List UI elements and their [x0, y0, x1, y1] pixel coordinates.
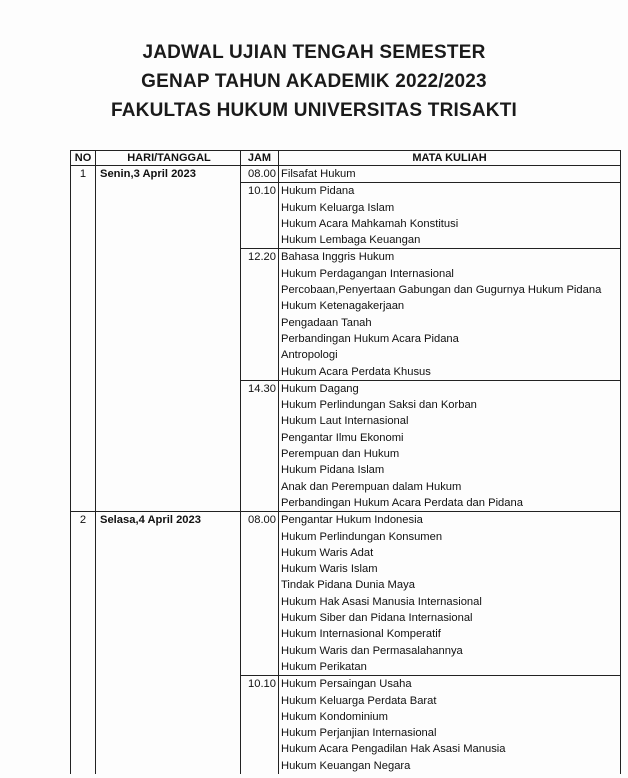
header-mata-kuliah: MATA KULIAH: [279, 151, 621, 166]
course-item: Hukum Perlindungan Konsumen: [281, 530, 443, 543]
course-item: Perbandingan Hukum Acara Pidana: [281, 332, 459, 345]
course-item: Hukum Keluarga Perdata Barat: [281, 694, 437, 707]
table-header-row: [71, 151, 621, 166]
time-spacer: [241, 462, 276, 478]
course-item: Hukum Perdagangan Internasional: [281, 267, 454, 280]
course-item: Hukum Acara Perdata Khusus: [281, 365, 431, 378]
course-item: Hukum Waris Adat: [281, 546, 374, 559]
course-item: Tindak Pidana Dunia Maya: [281, 579, 415, 592]
time-spacer: [241, 693, 276, 709]
time-spacer: [241, 364, 276, 380]
session-time: 08.00: [248, 168, 276, 180]
title-line-2: GENAP TAHUN AKADEMIK 2022/2023: [141, 71, 487, 92]
day-number: [71, 512, 96, 774]
header-jam: JAM: [241, 151, 279, 166]
day-number-text: 1: [79, 168, 87, 180]
course-item: Hukum Ketenagakerjaan: [281, 300, 405, 313]
course-item: Hukum Waris dan Permasalahannya: [281, 644, 463, 657]
course-item: Hukum Perlindungan Saksi dan Korban: [281, 399, 477, 412]
day-number-text: 2: [79, 514, 87, 527]
courses-column: [279, 512, 621, 774]
course-item: Hukum Kondominium: [281, 710, 388, 723]
time-spacer: [241, 216, 276, 232]
session-courses-block: [279, 182, 620, 248]
course-item: Hukum Waris Islam: [281, 563, 378, 576]
time-spacer: [241, 758, 276, 774]
time-spacer: [241, 413, 276, 429]
course-item: Bahasa Inggris Hukum: [281, 251, 395, 264]
course-item: Hukum Lembaga Keuangan: [281, 234, 421, 247]
table-row: [71, 512, 621, 774]
session-courses-block: [279, 166, 620, 182]
time-spacer: [241, 331, 276, 347]
time-spacer: [241, 594, 276, 610]
time-spacer: [241, 200, 276, 216]
course-item: Hukum Hak Asasi Manusia Internasional: [281, 595, 482, 608]
document-title: [0, 38, 628, 125]
session-time-block: [241, 380, 278, 511]
session-time-block: [241, 675, 278, 774]
session-courses-block: [279, 675, 620, 774]
time-spacer: [241, 725, 276, 741]
course-item: Hukum Siber dan Pidana Internasional: [281, 612, 473, 625]
course-item: Perbandingan Hukum Acara Perdata dan Pidana: [281, 496, 523, 509]
time-spacer: [241, 610, 276, 626]
course-item: Hukum Perjanjian Internasional: [281, 727, 437, 740]
course-item: Filsafat Hukum: [281, 168, 356, 180]
session-time: 08.00: [248, 514, 276, 527]
title-line-3: FAKULTAS HUKUM UNIVERSITAS TRISAKTI: [111, 100, 517, 121]
time-spacer: [241, 430, 276, 446]
time-spacer: [241, 266, 276, 282]
table-row: [71, 166, 621, 512]
time-spacer: [241, 659, 276, 675]
time-spacer: [241, 232, 276, 248]
session-courses-block: [279, 248, 620, 379]
time-column: [241, 512, 279, 774]
time-spacer: [241, 545, 276, 561]
session-time: 10.10: [248, 678, 276, 691]
course-item: Hukum Laut Internasional: [281, 415, 409, 428]
course-item: Hukum Dagang: [281, 382, 359, 395]
time-spacer: [241, 446, 276, 462]
course-item: Hukum Persaingan Usaha: [281, 678, 412, 691]
course-item: Anak dan Perempuan dalam Hukum: [281, 480, 462, 493]
time-spacer: [241, 315, 276, 331]
session-time-block: [241, 512, 278, 675]
course-item: Hukum Pidana Islam: [281, 464, 385, 477]
time-spacer: [241, 741, 276, 757]
header-day: HARI/TANGGAL: [96, 151, 241, 166]
time-spacer: [241, 495, 276, 511]
time-spacer: [241, 282, 276, 298]
course-item: Hukum Keluarga Islam: [281, 201, 395, 214]
session-time-block: [241, 248, 278, 379]
course-item: Pengadaan Tanah: [281, 316, 372, 329]
course-item: Percobaan,Penyertaan Gabungan dan Gugurnya Hukum Pidana: [281, 284, 602, 297]
session-time: 14.30: [248, 382, 276, 395]
course-item: Hukum Pidana: [281, 185, 355, 198]
table-body: [71, 166, 621, 774]
course-item: Hukum Acara Pengadilan Hak Asasi Manusia: [281, 743, 506, 756]
exam-schedule-table: [70, 150, 621, 774]
course-item: Antropologi: [281, 349, 338, 362]
day-date-text: Senin,3 April 2023: [100, 168, 196, 180]
time-spacer: [241, 577, 276, 593]
session-time: 12.20: [248, 251, 276, 264]
time-spacer: [241, 529, 276, 545]
time-spacer: [241, 479, 276, 495]
course-item: Pengantar Ilmu Ekonomi: [281, 431, 404, 444]
time-spacer: [241, 709, 276, 725]
course-item: Pengantar Hukum Indonesia: [281, 514, 423, 527]
header-no: NO: [71, 151, 96, 166]
session-time: 10.10: [248, 185, 276, 198]
day-number: [71, 166, 96, 512]
course-item: Hukum Perikatan: [281, 660, 367, 673]
session-time-block: [241, 182, 278, 248]
time-spacer: [241, 397, 276, 413]
day-date: [96, 512, 241, 774]
time-spacer: [241, 643, 276, 659]
course-item: Hukum Acara Mahkamah Konstitusi: [281, 217, 459, 230]
time-spacer: [241, 298, 276, 314]
time-spacer: [241, 626, 276, 642]
courses-column: [279, 166, 621, 512]
time-column: [241, 166, 279, 512]
session-courses-block: [279, 512, 620, 675]
day-date: [96, 166, 241, 512]
course-item: Perempuan dan Hukum: [281, 448, 400, 461]
day-date-text: Selasa,4 April 2023: [100, 514, 201, 527]
course-item: Hukum Internasional Komperatif: [281, 628, 441, 641]
session-time-block: [241, 166, 278, 182]
time-spacer: [241, 561, 276, 577]
session-courses-block: [279, 380, 620, 511]
course-item: Hukum Keuangan Negara: [281, 759, 411, 772]
title-line-1: JADWAL UJIAN TENGAH SEMESTER: [142, 42, 486, 63]
time-spacer: [241, 347, 276, 363]
